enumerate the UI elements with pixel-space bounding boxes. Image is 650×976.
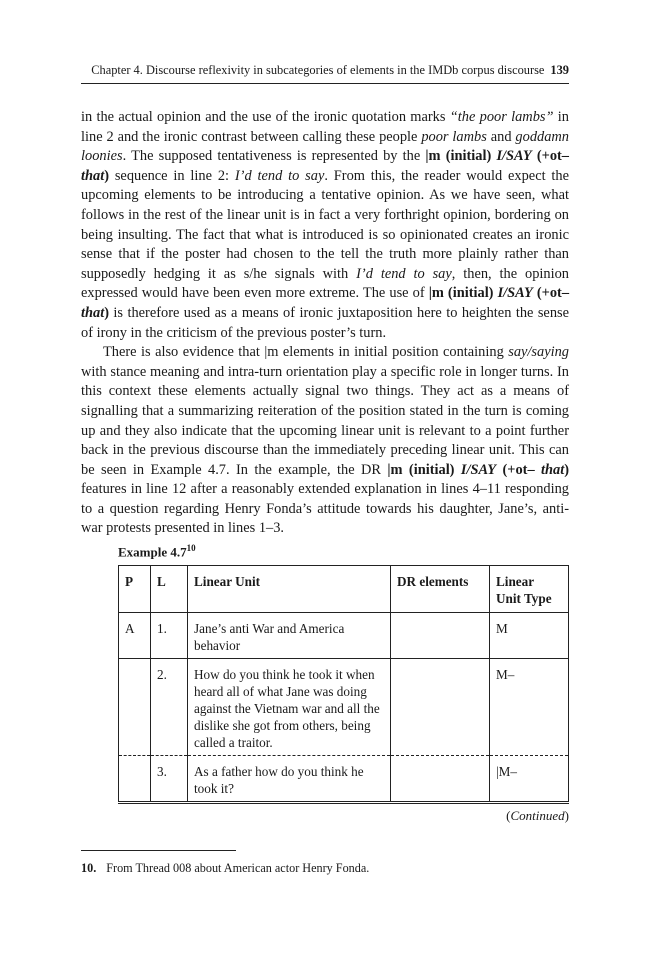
- continued-note: (Continued): [506, 808, 569, 823]
- text-span: with stance meaning and intra-turn orientation play a specific role in longer turns. In this context these elements actually signal two things. They act as a means of signalling that a summarizing reiteration of the position stated in the turn is coming up and they also indicate that the upcoming linear unit is relevant to a point further back in the previous discourse than the immediately preceding linear unit. This can be seen in Example 4.7. In the example, the DR: [81, 363, 569, 478]
- italic-span: I’d tend to say: [234, 167, 325, 184]
- running-title: Chapter 4. Discourse reflexivity in subcategories of elements in the IMDb corpus discourse: [91, 63, 545, 77]
- text-span: , then, the opinion expressed would have been even more extreme. The use of: [81, 265, 570, 302]
- italic-span: I’d tend to say: [356, 265, 452, 282]
- header-dr-elements: DR elements: [391, 566, 490, 613]
- text-span: sequence in line 2:: [109, 167, 235, 184]
- footnote-rule: [81, 850, 236, 851]
- text-span: in line 2 and the ironic contrast between calling these people: [81, 109, 569, 145]
- header-linear-unit: Linear Unit: [188, 566, 391, 613]
- bold-span: |m (initial) I/SAY (+ot– that): [81, 285, 570, 321]
- cell-p: A: [119, 613, 151, 659]
- italic-span: goddamn loonies: [81, 128, 569, 165]
- text-span: in the actual opinion and the use of the ironic quotation marks: [81, 109, 450, 125]
- table-row: [119, 659, 569, 756]
- text-span: . From this, the reader would expect the upcoming elements to be introducing a tentative opinion. As we have seen, what follows in the rest of the linear unit is in fact a very forthright opinion, bordering on being insulting. The fact that what is introduced is so opinionated creates an ironic sense that if the poster had chosen to the tell the truth more plainly rather than supposedly hedging it as s/he signals with: [81, 167, 569, 282]
- header-rule: [81, 83, 569, 84]
- header-l: L: [151, 566, 188, 613]
- text-span: . The supposed tentativeness is represented by the: [122, 148, 426, 165]
- cell-l: 1.: [151, 613, 188, 659]
- cell-l: 3.: [151, 756, 188, 803]
- cell-linear-unit: Jane’s anti War and America behavior: [188, 613, 391, 659]
- paragraph-2: [81, 343, 569, 539]
- header-p: P: [119, 566, 151, 613]
- italic-span: poor lambs: [421, 128, 487, 145]
- cell-type: |M–: [490, 756, 569, 803]
- cell-type: M: [490, 613, 569, 659]
- text-span: features in line 12 after a reasonably extended explanation in lines 4–11 responding to a question regarding Henry Fonda’s attitude towards his daughter, Jane’s, anti-war protests presented in lines 1–3.: [81, 481, 569, 537]
- italic-span: “the poor lambs”: [449, 109, 554, 125]
- page-number: 139: [550, 63, 569, 77]
- table-row: [119, 756, 569, 803]
- cell-linear-unit: How do you think he took it when heard all of what Jane was doing against the Vietnam war and all the dislike she got from others, being called a traitor.: [188, 659, 391, 756]
- footnote-reference: 10: [186, 543, 196, 553]
- cell-dr: [391, 756, 490, 803]
- text-span: is therefore used as a means of ironic juxtaposition here to heighten the sense of irony in the criticism of the previous poster’s turn.: [81, 304, 569, 341]
- cell-dr: [391, 613, 490, 659]
- bold-span: |m (initial) I/SAY (+ot– that): [387, 461, 570, 478]
- table-row: [119, 613, 569, 659]
- cell-p: [119, 659, 151, 756]
- footnote: [81, 861, 369, 876]
- paragraph-1: [81, 108, 569, 343]
- footnote-number: 10.: [81, 861, 97, 875]
- bold-span: |m (initial) I/SAY (+ot– that): [81, 148, 569, 184]
- text-span: and: [486, 128, 516, 145]
- table-header-row: [119, 566, 569, 613]
- italic-span: say/saying: [508, 344, 569, 361]
- cell-p: [119, 756, 151, 803]
- cell-dr: [391, 659, 490, 756]
- cell-linear-unit: As a father how do you think he took it?: [188, 756, 391, 803]
- cell-l: 2.: [151, 659, 188, 756]
- text-span: There is also evidence that |m elements in initial position containing: [103, 344, 509, 361]
- example-label: Example 4.7: [118, 544, 187, 560]
- footnote-text: From Thread 008 about American actor Henry Fonda.: [106, 861, 370, 875]
- body-text: [81, 108, 569, 539]
- example-title: [118, 543, 196, 560]
- running-header: [81, 63, 569, 78]
- cell-type: M–: [490, 659, 569, 756]
- header-linear-unit-type: Linear Unit Type: [490, 566, 569, 613]
- example-table: [118, 565, 569, 804]
